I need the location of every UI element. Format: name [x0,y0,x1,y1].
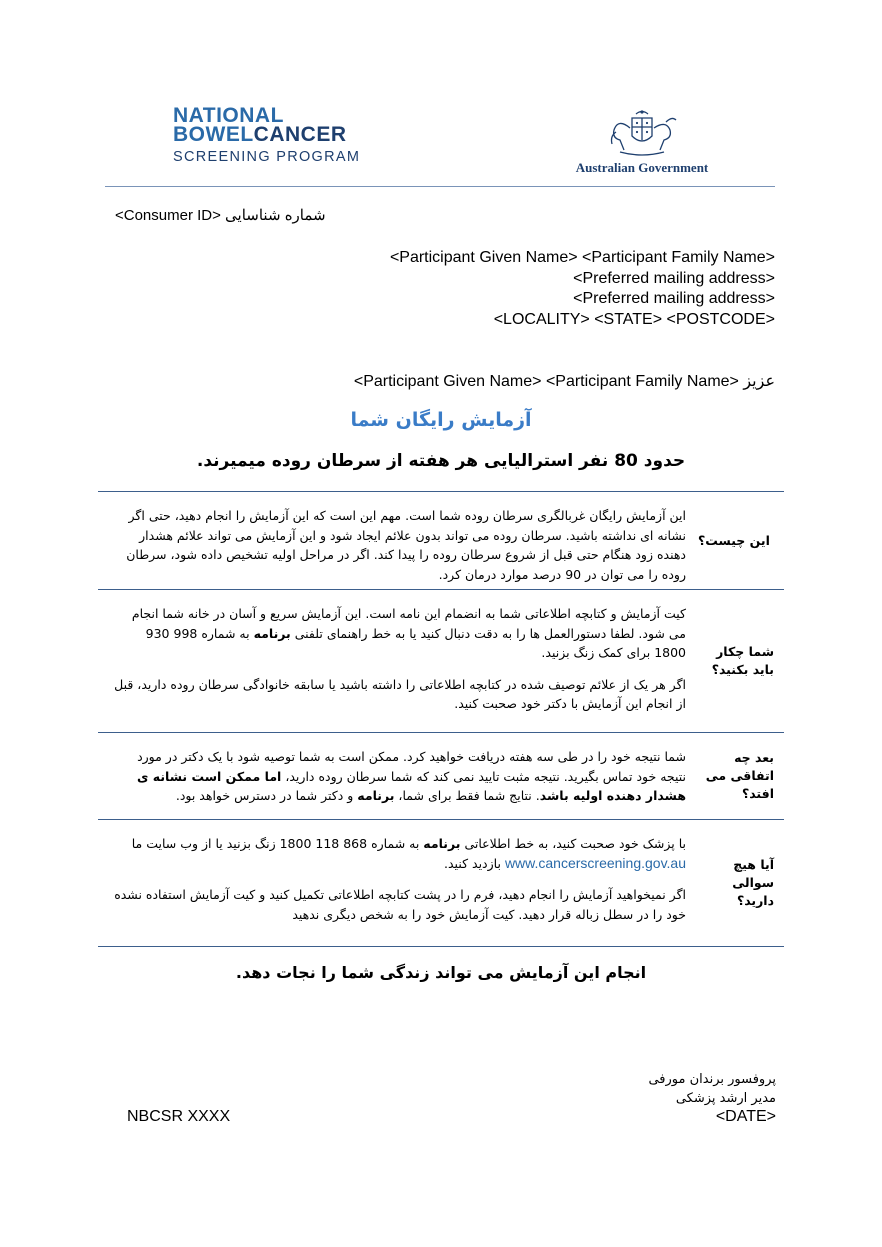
row-answer [98,590,698,732]
row-question: این چیست؟ [698,532,770,548]
answer-text: به شماره 868 118 1800 زنگ بزنید یا از وب سایت ما [131,836,424,851]
closing-statement: انجام این آزمایش می تواند زندگی شما را نجات دهد. [235,963,647,982]
address-line: <LOCALITY> <STATE> <POSTCODE> [493,310,775,328]
answer-text: بازدید کنید. [444,855,505,871]
answer-text: . نتایج شما فقط برای شما، [394,788,540,803]
reference-code: NBCSR XXXX [127,1108,231,1125]
answer-text: به شماره 998 930 1800 برای کمک زنگ بزنید. [145,625,686,660]
row-answer [98,733,698,819]
row-question: شما چکار باید بکنید؟ [711,644,774,677]
address-line: <Preferred mailing address> [573,269,775,287]
table-row [98,732,784,819]
answer-bold-text: اما ممکن است نشانه ی هشدار دهنده اولیه باشد [136,768,686,803]
info-table [98,491,784,947]
program-logo [173,106,373,167]
address-line: <Participant Given Name> <Participant Family Name> [389,249,775,266]
header-divider [105,186,775,187]
program-logo-line2-b: CANCER [253,123,347,146]
coat-of-arms-icon [606,108,678,158]
page-title: آزمایش رایگان شما [350,409,532,431]
answer-paragraph: اگر هر یک از علائم توصیف شده در کتابچه اطلاعاتی را داشته باشید یا سابقه خانوادگی سرطان روده دارید، قبل از انجام این آزمایش با دکتر خود صحبت کنید. [114,676,686,711]
row-answer [98,820,698,946]
table-row [98,589,784,732]
letter-date: <DATE> [715,1108,776,1125]
signatory-role: مدیر ارشد پزشکی [675,1091,776,1106]
answer-text: کیت آزمایش و کتابچه اطلاعاتی شما به انضمام این نامه است. این آزمایش سریع و آسان در خانه شما انجام می شود. لطفا دستورالعمل ها را به دقت دنبال کنید یا به خط راهنمای تلفنی [131,606,686,641]
answer-paragraph [112,747,686,806]
signature-block [560,1070,776,1108]
answer-bold-text: برنامه [423,836,461,851]
signatory-name: پروفسور برندان مورفی [648,1072,776,1087]
answer-paragraph [112,834,686,873]
answer-paragraph: اگر نمیخواهید آزمایش را انجام دهید، فرم را در پشت کتابچه اطلاعاتی تکمیل کنید و کیت آزمایش استفاده نشده خود را در سطل زباله قرار دهید. کیت آزمایش خود را به شخص دیگری ندهید [114,887,686,922]
row-question: بعد چه اتفاقی می افتد؟ [705,750,774,801]
table-row [98,819,784,947]
program-logo-line2 [173,125,373,145]
row-answer [98,492,698,589]
consumer-id: <Consumer ID> شماره شناسایی [115,207,326,224]
website-link[interactable]: www.cancerscreening.gov.au [504,854,686,871]
address-block [300,248,775,330]
address-line: <Preferred mailing address> [573,290,775,307]
answer-paragraph [112,604,686,663]
greeting: <Participant Given Name> <Participant Family Name> عزیز [353,373,775,390]
program-logo-line2-a: BOWEL [173,123,254,146]
answer-text: شما نتیجه خود را در طی سه هفته دریافت خواهید کرد. ممکن است به شما توصیه شود با یک دکتر در مورد نتیجه خود تماس بگیرید. نتیجه مثبت تایید نمی کند که شما سرطان روده دارید، [137,749,686,784]
answer-bold-text: برنامه [357,788,395,803]
program-logo-line3: SCREENING PROGRAM [173,149,361,165]
government-logo [562,108,722,176]
answer-paragraph: این آزمایش رایگان غربالگری سرطان روده شما است. مهم این است که این آزمایش را انجام دهید، حتی اگر نشانه ای نداشته باشید. سرطان روده می تواند بدون علائم ایجاد شود و این آزمایش می تواند علائم هشدار دهنده زود هنگام حتی قبل از شروع سرطان روده را پیدا کند. اگر در مراحل اولیه تشخیص داده شود، سرطان روده را می توان در 90 درصد موارد درمان کرد. [126,508,686,582]
answer-text: و دکتر شما در دسترس خواهد بود. [175,788,358,803]
statistic-heading: حدود 80 نفر استرالیایی هر هفته از سرطان روده میمیرند. [196,451,686,471]
answer-text: با پزشک خود صحبت کنید، به خط اطلاعاتی [460,836,686,851]
table-row [98,491,784,589]
row-question: آیا هیچ سوالی دارید؟ [732,857,774,908]
answer-bold-text: برنامه [253,625,291,641]
government-logo-text: Australian Government [575,160,709,175]
program-logo-line1: NATIONAL [173,104,284,127]
